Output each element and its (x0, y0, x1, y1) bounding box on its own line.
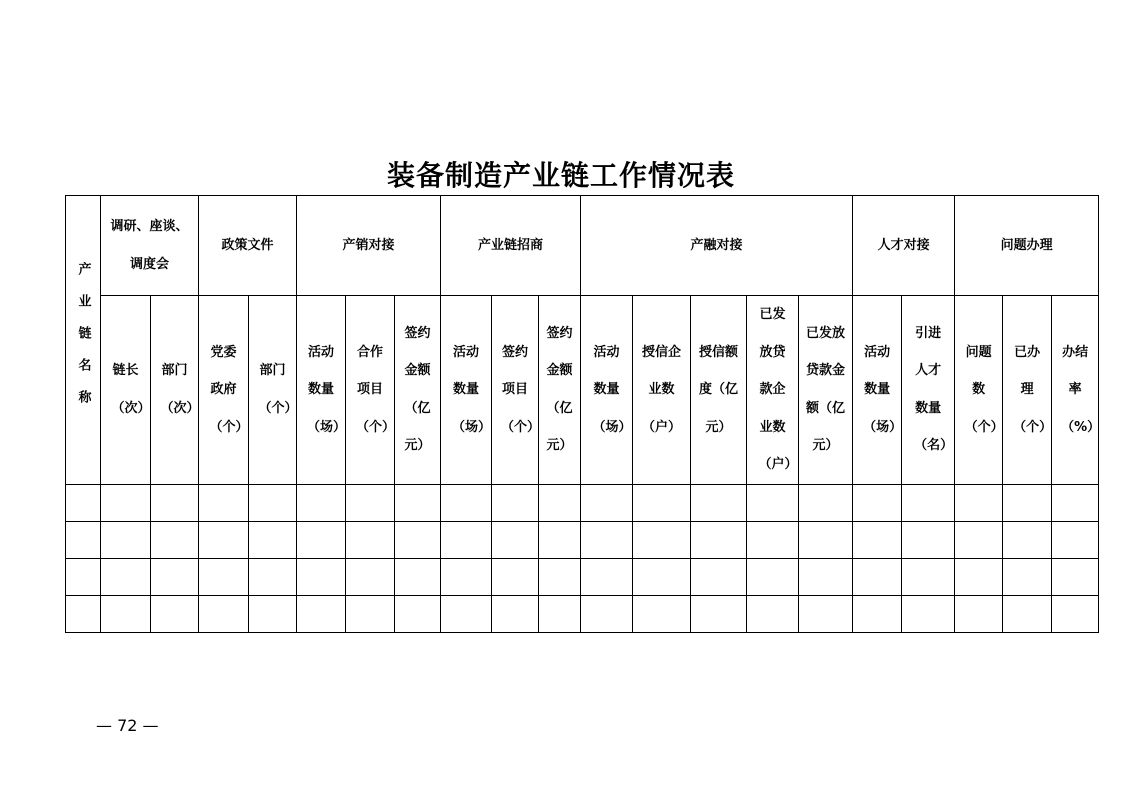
col-finance-activities: 活动数量（场） (581, 296, 633, 485)
table-cell[interactable] (199, 521, 249, 558)
col-resolved-count: 已办理（个） (1003, 296, 1052, 485)
table-cell[interactable] (101, 595, 151, 632)
table-row (66, 521, 1099, 558)
table-cell[interactable] (581, 484, 633, 521)
page-number: — 72 — (96, 716, 159, 735)
document-title: 装备制造产业链工作情况表 (386, 159, 735, 192)
table-row (66, 595, 1099, 632)
table-cell[interactable] (101, 521, 151, 558)
table-cell[interactable] (853, 595, 902, 632)
table-cell[interactable] (1003, 558, 1052, 595)
table-cell[interactable] (346, 484, 395, 521)
table-cell[interactable] (853, 521, 902, 558)
table-cell[interactable] (747, 521, 799, 558)
table-cell[interactable] (492, 558, 539, 595)
table-cell[interactable] (691, 521, 747, 558)
col-loan-amount: 已发放贷款金额（亿元） (799, 296, 853, 485)
table-cell[interactable] (441, 484, 492, 521)
table-cell[interactable] (151, 521, 199, 558)
col-department-count: 部门（个） (249, 296, 297, 485)
table-cell[interactable] (249, 558, 297, 595)
col-resolution-rate: 办结率（%） (1052, 296, 1099, 485)
table-cell[interactable] (581, 521, 633, 558)
table-cell[interactable] (199, 484, 249, 521)
table-cell[interactable] (395, 558, 441, 595)
table-cell[interactable] (799, 595, 853, 632)
col-credit-amount: 授信额度（亿元） (691, 296, 747, 485)
table-cell[interactable] (66, 484, 101, 521)
group-research-meetings: 调研、座谈、调度会 (101, 196, 199, 296)
table-cell[interactable] (101, 484, 151, 521)
table-cell[interactable] (492, 595, 539, 632)
table-cell[interactable] (747, 558, 799, 595)
table-cell[interactable] (101, 558, 151, 595)
col-issue-count: 问题数（个） (955, 296, 1003, 485)
table-cell[interactable] (633, 558, 691, 595)
table-cell[interactable] (902, 484, 955, 521)
table-cell[interactable] (902, 521, 955, 558)
group-chain-investment: 产业链招商 (441, 196, 581, 296)
table-cell[interactable] (799, 521, 853, 558)
col-credit-companies: 授信企业数（户） (633, 296, 691, 485)
table-cell[interactable] (346, 595, 395, 632)
column-header-row (66, 296, 1099, 485)
col-investment-signed-amount: 签约金额（亿元） (539, 296, 581, 485)
group-sales-matching: 产销对接 (297, 196, 441, 296)
table-cell[interactable] (955, 595, 1003, 632)
col-sales-signed-amount: 签约金额（亿元） (395, 296, 441, 485)
table-cell[interactable] (691, 484, 747, 521)
table-cell[interactable] (151, 558, 199, 595)
table-cell[interactable] (1052, 484, 1099, 521)
table-cell[interactable] (249, 595, 297, 632)
table-cell[interactable] (441, 558, 492, 595)
col-chain-leader-times: 链长（次） (101, 296, 151, 485)
table-row (66, 484, 1099, 521)
table-cell[interactable] (199, 595, 249, 632)
table-cell[interactable] (539, 484, 581, 521)
table-cell[interactable] (151, 595, 199, 632)
col-investment-activities: 活动数量（场） (441, 296, 492, 485)
table-cell[interactable] (581, 558, 633, 595)
row-header-chain-name: 产业链名称 (66, 196, 101, 485)
table-cell[interactable] (955, 521, 1003, 558)
col-sales-activities: 活动数量（场） (297, 296, 346, 485)
col-party-government-count: 党委政府（个） (199, 296, 249, 485)
table-cell[interactable] (1052, 558, 1099, 595)
table-body (66, 484, 1099, 632)
table-cell[interactable] (539, 558, 581, 595)
table-cell[interactable] (902, 558, 955, 595)
table-cell[interactable] (747, 595, 799, 632)
table-cell[interactable] (691, 595, 747, 632)
col-talent-introduced: 引进人才数量（名） (902, 296, 955, 485)
group-talent-matching: 人才对接 (853, 196, 955, 296)
table-cell[interactable] (395, 521, 441, 558)
table-cell[interactable] (747, 484, 799, 521)
table-cell[interactable] (539, 595, 581, 632)
table-cell[interactable] (441, 595, 492, 632)
table-cell[interactable] (395, 595, 441, 632)
table-cell[interactable] (955, 558, 1003, 595)
table-cell[interactable] (691, 558, 747, 595)
table-cell[interactable] (297, 521, 346, 558)
table-cell[interactable] (395, 484, 441, 521)
table-cell[interactable] (1052, 595, 1099, 632)
table-cell[interactable] (492, 484, 539, 521)
table-cell[interactable] (492, 521, 539, 558)
table-cell[interactable] (346, 558, 395, 595)
col-department-times: 部门（次） (151, 296, 199, 485)
table-cell[interactable] (1003, 595, 1052, 632)
group-header-row (66, 196, 1099, 296)
table-cell[interactable] (249, 484, 297, 521)
table-cell[interactable] (441, 521, 492, 558)
col-loan-companies: 已发放贷款企业数（户） (747, 296, 799, 485)
col-cooperation-projects: 合作项目（个） (346, 296, 395, 485)
table-cell[interactable] (151, 484, 199, 521)
table-cell[interactable] (66, 558, 101, 595)
table-cell[interactable] (1052, 521, 1099, 558)
table-cell[interactable] (1003, 484, 1052, 521)
table-cell[interactable] (853, 558, 902, 595)
table-cell[interactable] (955, 484, 1003, 521)
table-cell[interactable] (66, 595, 101, 632)
table-cell[interactable] (799, 558, 853, 595)
group-issue-handling: 问题办理 (955, 196, 1099, 296)
group-policy-documents: 政策文件 (199, 196, 297, 296)
work-status-table (65, 195, 1099, 633)
table-cell[interactable] (249, 521, 297, 558)
table-cell[interactable] (1003, 521, 1052, 558)
table-cell[interactable] (297, 484, 346, 521)
table-cell[interactable] (297, 558, 346, 595)
table-cell[interactable] (633, 521, 691, 558)
table-cell[interactable] (633, 595, 691, 632)
table-cell[interactable] (902, 595, 955, 632)
col-talent-activities: 活动数量（场） (853, 296, 902, 485)
table-cell[interactable] (199, 558, 249, 595)
table-cell[interactable] (297, 595, 346, 632)
table-cell[interactable] (346, 521, 395, 558)
col-signed-projects: 签约项目（个） (492, 296, 539, 485)
table-cell[interactable] (633, 484, 691, 521)
table-cell[interactable] (581, 595, 633, 632)
table-cell[interactable] (66, 521, 101, 558)
table-cell[interactable] (853, 484, 902, 521)
table-cell[interactable] (539, 521, 581, 558)
table-row (66, 558, 1099, 595)
table-cell[interactable] (799, 484, 853, 521)
group-finance-matching: 产融对接 (581, 196, 853, 296)
